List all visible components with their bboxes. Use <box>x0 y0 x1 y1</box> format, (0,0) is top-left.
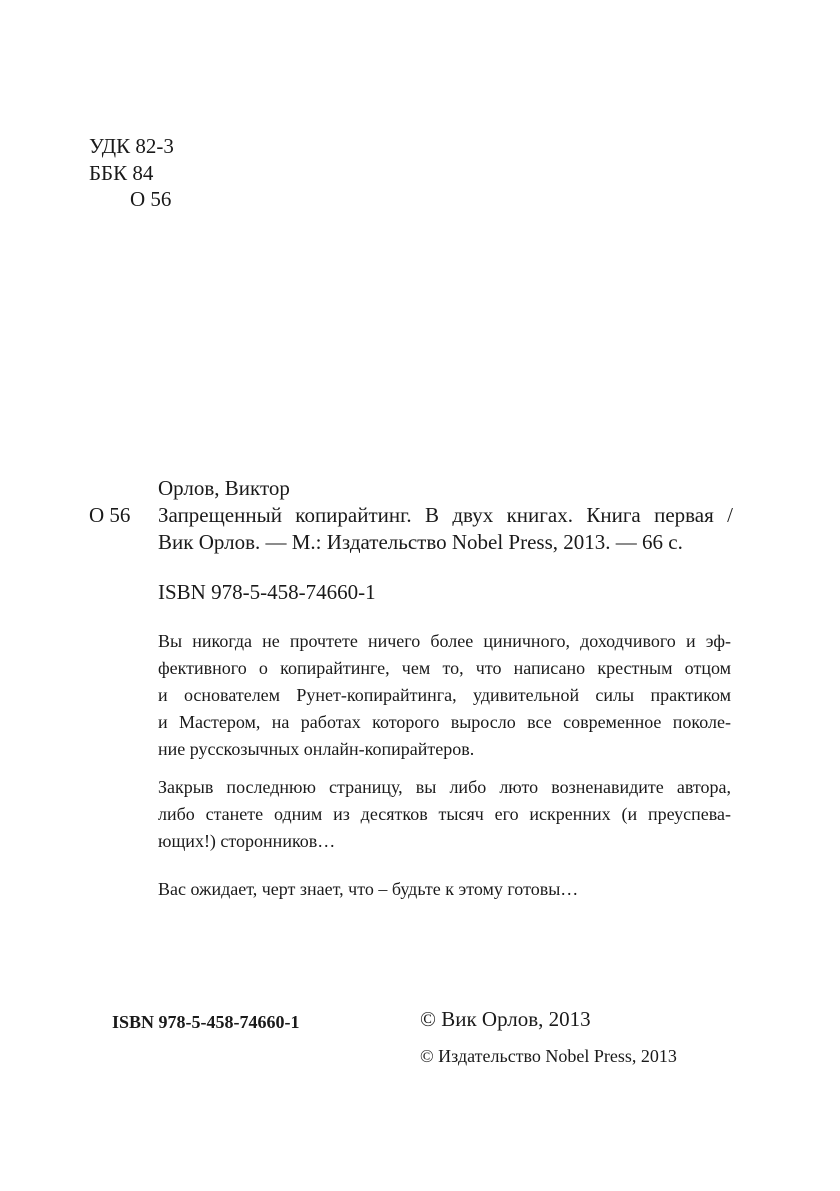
copyright-publisher: © Издательство Nobel Press, 2013 <box>420 1046 677 1066</box>
annotation-p1-line: фективного о копирайтинге, чем то, что написано крестным отцом <box>158 658 731 678</box>
author-heading: Орлов, Виктор <box>158 476 290 500</box>
title-line-1: Запрещенный копирайтинг. В двух книгах. Книга первая / <box>158 503 733 527</box>
udk-code: УДК 82-3 <box>89 134 174 158</box>
bbk-code: ББК 84 <box>89 161 154 185</box>
isbn-record: ISBN 978-5-458-74660-1 <box>158 580 376 604</box>
annotation-p1-line: Вы никогда не прочтете ничего более циничного, доходчивого и эф- <box>158 631 731 651</box>
annotation-p1-line: ние русскозычных онлайн-копирайтеров. <box>158 739 475 759</box>
annotation-p2-line: Закрыв последнюю страницу, вы либо люто возненавидите автора, <box>158 777 731 797</box>
annotation-p2-line: ющих!) сторонников… <box>158 831 336 851</box>
author-mark-record: О 56 <box>89 503 131 527</box>
annotation-p3: Вас ожидает, черт знает, что – будьте к этому готовы… <box>158 879 579 899</box>
title-line-2: Вик Орлов. — М.: Издательство Nobel Press, 2013. — 66 с. <box>158 530 683 554</box>
copyright-author: © Вик Орлов, 2013 <box>420 1007 591 1031</box>
annotation-p2-line: либо станете одним из десятков тысяч его искренних (и преуспева- <box>158 804 731 824</box>
author-mark-top: О 56 <box>130 187 172 211</box>
isbn-footer: ISBN 978-5-458-74660-1 <box>112 1012 300 1032</box>
annotation-p1-line: и Мастером, на работах которого выросло все современное поколе- <box>158 712 731 732</box>
annotation-p1-line: и основателем Рунет-копирайтинга, удивительной силы практиком <box>158 685 731 705</box>
